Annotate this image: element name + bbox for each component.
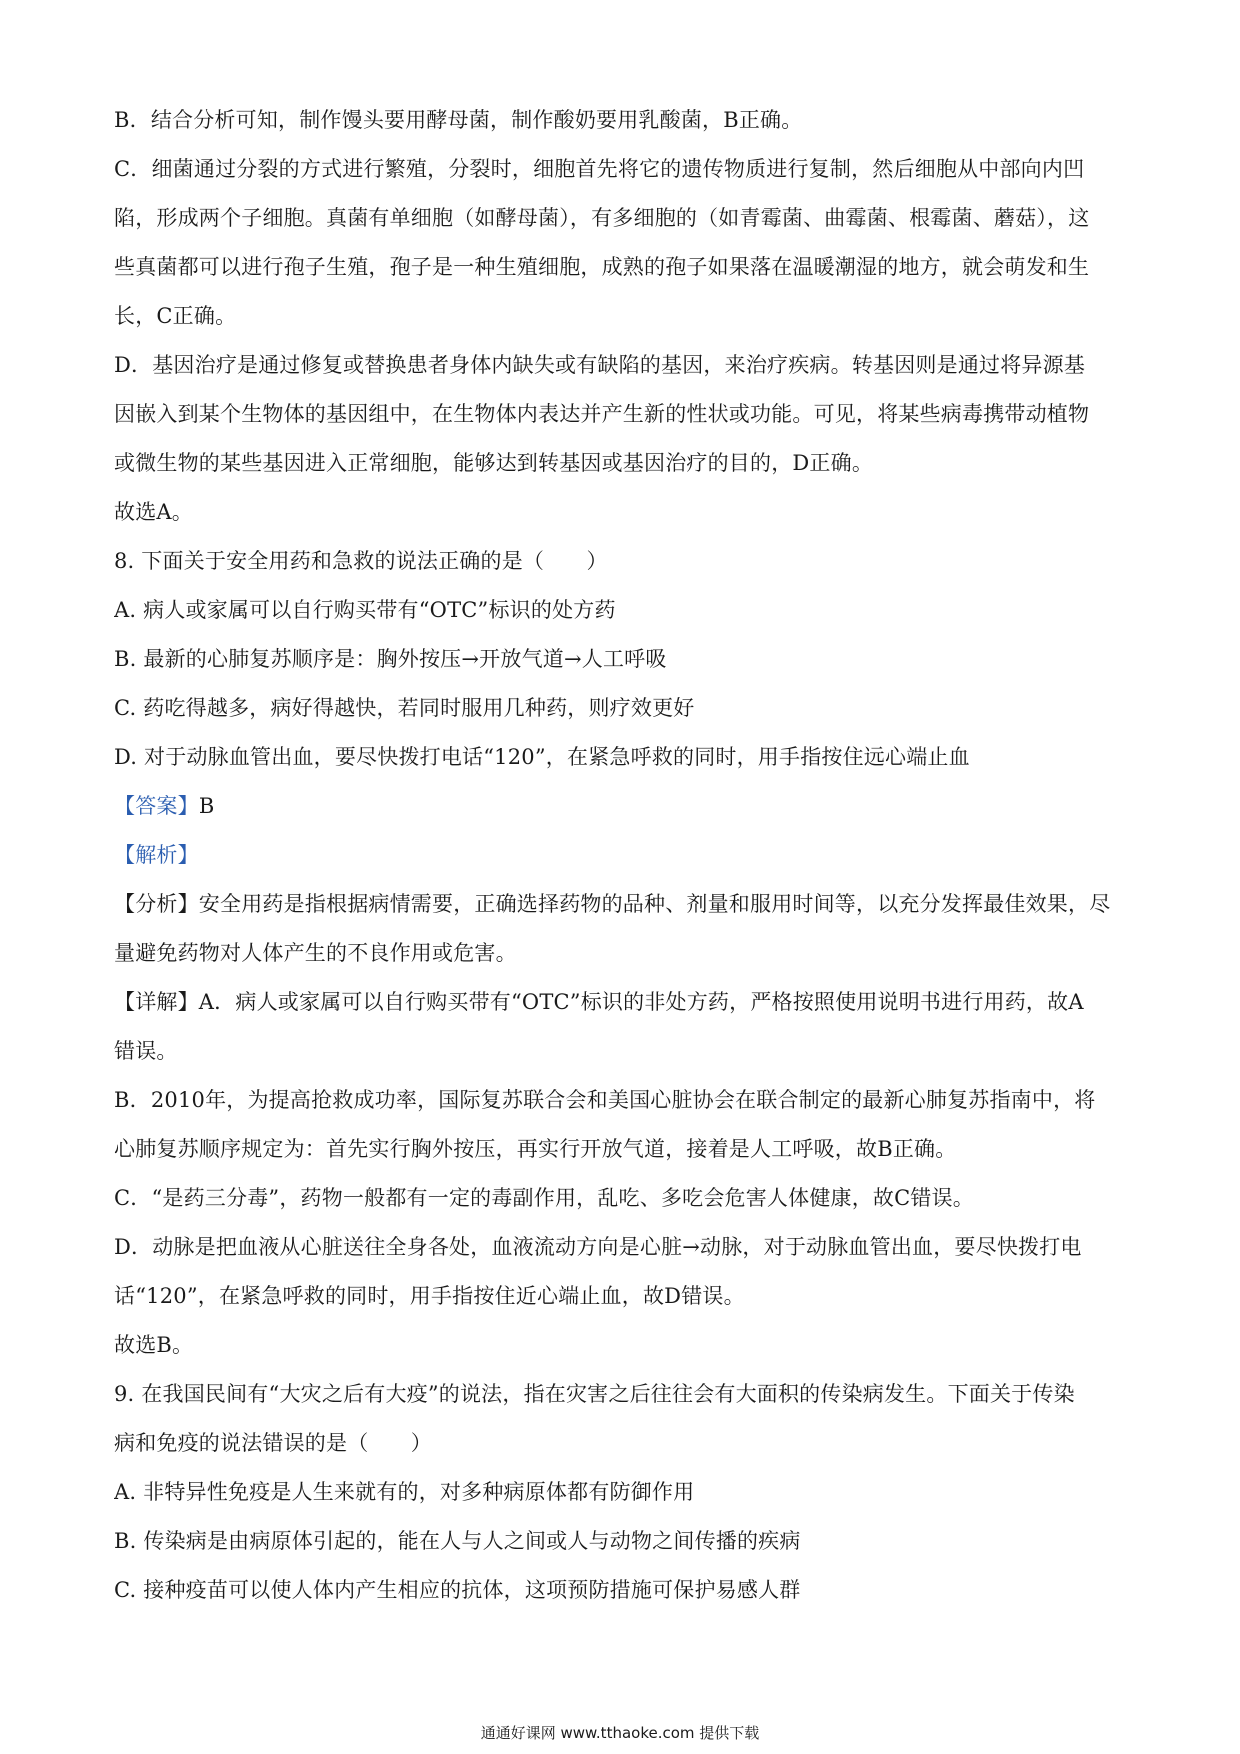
q7-final-choice: 故选A。 — [114, 500, 193, 524]
page-footer: 通通好课网 www.tthaoke.com 提供下载 — [480, 1724, 760, 1742]
q7-option-c-explanation-line-2: 陷，形成两个子细胞。真菌有单细胞（如酵母菌），有多细胞的（如青霉菌、曲霉菌、根霉菌、蘑菇），这 — [114, 206, 1090, 230]
q8-fenxi-line-1: 【分析】安全用药是指根据病情需要，正确选择药物的品种、剂量和服用时间等，以充分发挥最佳效果，尽 — [114, 892, 1111, 916]
q8-final-choice: 故选B。 — [114, 1333, 194, 1357]
answer-value: B — [198, 794, 215, 818]
q8-analysis-heading — [114, 831, 1126, 880]
q8-detail-line-2: 错误。 — [114, 1039, 178, 1063]
q8-fenxi-line-2: 量避免药物对人体产生的不良作用或危害。 — [114, 941, 517, 965]
q8-detail-d-line-2: 话“120”，在紧急呼救的同时，用手指按住近心端止血，故D错误。 — [114, 1284, 745, 1308]
q9-question-stem-line-1: 9. 在我国民间有“大灾之后有大疫”的说法，指在灾害之后往往会有大面积的传染病发生。下面关于传染 — [114, 1382, 1075, 1406]
q8-option-c: C. 药吃得越多，病好得越快，若同时服用几种药，则疗效更好 — [114, 696, 695, 720]
q7-option-d-explanation-line-2: 因嵌入到某个生物体的基因组中，在生物体内表达并产生新的性状或功能。可见，将某些病毒携带动植物 — [114, 402, 1090, 426]
q8-detail-c: C．“是药三分毒”，药物一般都有一定的毒副作用，乱吃、多吃会危害人体健康，故C错误。 — [114, 1186, 975, 1210]
q8-detail-b-line-2: 心肺复苏顺序规定为：首先实行胸外按压，再实行开放气道，接着是人工呼吸，故B正确。 — [114, 1137, 957, 1161]
q7-option-d-explanation-line-1: D．基因治疗是通过修复或替换患者身体内缺失或有缺陷的基因，来治疗疾病。转基因则是通过将异源基 — [114, 353, 1086, 377]
analysis-tag: 【解析】 — [114, 843, 199, 867]
q7-option-c-explanation-line-4: 长，C正确。 — [114, 304, 237, 328]
q9-option-b: B. 传染病是由病原体引起的，能在人与人之间或人与动物之间传播的疾病 — [114, 1529, 801, 1553]
q8-question-stem: 8. 下面关于安全用药和急救的说法正确的是（ ） — [114, 549, 608, 573]
q8-option-b: B. 最新的心肺复苏顺序是：胸外按压→开放气道→人工呼吸 — [114, 647, 667, 671]
document-body — [114, 96, 1126, 1615]
q7-option-c-explanation-line-3: 些真菌都可以进行孢子生殖，孢子是一种生殖细胞，成熟的孢子如果落在温暖潮湿的地方，就会萌发和生 — [114, 255, 1090, 279]
q7-option-b-explanation: B．结合分析可知，制作馒头要用酵母菌，制作酸奶要用乳酸菌，B正确。 — [114, 108, 803, 132]
q8-option-d: D. 对于动脉血管出血，要尽快拨打电话“120”，在紧急呼救的同时，用手指按住远心端止血 — [114, 745, 970, 769]
q8-detail-d-line-1: D．动脉是把血液从心脏送往全身各处，血液流动方向是心脏→动脉，对于动脉血管出血，要尽快拨打电 — [114, 1235, 1082, 1259]
q7-option-d-explanation-line-3: 或微生物的某些基因进入正常细胞，能够达到转基因或基因治疗的目的，D正确。 — [114, 451, 874, 475]
answer-tag: 【答案】 — [114, 794, 199, 818]
q9-question-stem-line-2: 病和免疫的说法错误的是（ ） — [114, 1431, 432, 1455]
q9-option-a: A. 非特异性免疫是人生来就有的，对多种病原体都有防御作用 — [114, 1480, 695, 1504]
q8-detail-b-line-1: B．2010年，为提高抢救成功率，国际复苏联合会和美国心脏协会在联合制定的最新心肺复苏指南中，将 — [114, 1088, 1096, 1112]
q8-answer — [114, 782, 1126, 831]
q9-option-c: C. 接种疫苗可以使人体内产生相应的抗体，这项预防措施可保护易感人群 — [114, 1578, 801, 1602]
q7-option-c-explanation-line-1: C．细菌通过分裂的方式进行繁殖，分裂时，细胞首先将它的遗传物质进行复制，然后细胞从中部向内凹 — [114, 157, 1085, 181]
q8-detail-line-1: 【详解】A．病人或家属可以自行购买带有“OTC”标识的非处方药，严格按照使用说明书进行用药，故A — [114, 990, 1084, 1014]
q8-option-a: A. 病人或家属可以自行购买带有“OTC”标识的处方药 — [114, 598, 616, 622]
